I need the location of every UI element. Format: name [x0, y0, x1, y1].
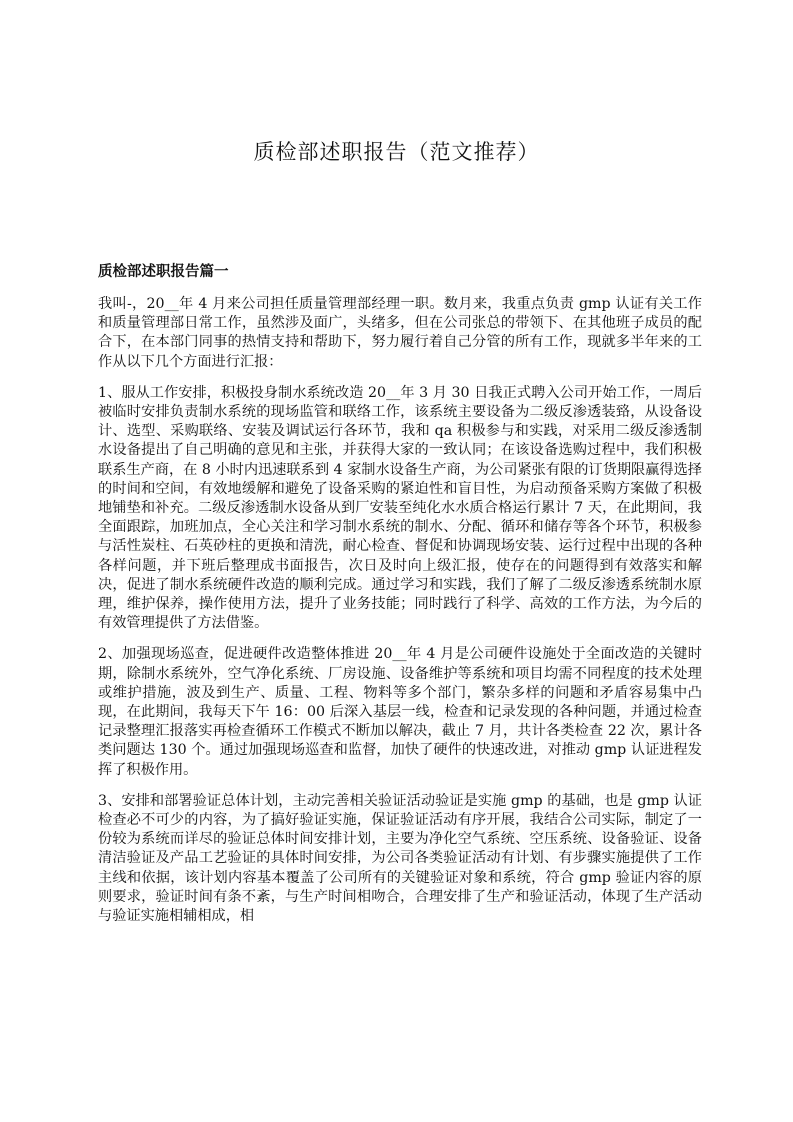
paragraph-intro: 我叫-，20__年 4 月来公司担任质量管理部经理一职。数月来，我重点负责 gmp 认证有关工作和质量管理部日常工作，虽然涉及面广，头绪多，但在公司张总的带领下、在其他班子成员的配合下，在本部门同事的热情支持和帮助下，努力履行着自己分管的所有工作，现就多半年来的工作从以下几个方面进行汇报： [98, 296, 702, 370]
document-title: 质检部述职报告（范文推荐） [253, 140, 540, 164]
paragraph-item-2: 2、加强现场巡查，促进硬件改造整体推进 20__年 4 月是公司硬件设施处于全面改造的关键时期，除制水系统外，空气净化系统、厂房设施、设备维护等系统和项目均需不同程度的技术处理或维护措施，波及到生产、质量、工程、物料等多个部门，繁杂多样的问题和矛盾容易集中凸现，在此期间，我每天下午 16：00 后深入基层一线，检查和记录发现的各种问题，并通过检查记录整理汇报落实再检查循环工作模式不断加以解决，截止 7 月，共计各类检查 22 次，累计各类问题达 130 个。通过加强现场巡查和监督，加快了硬件的快速改进，对推动 gmp 认证进程发挥了积极作用。 [98, 646, 702, 778]
section-heading: 质检部述职报告篇一 [98, 263, 229, 280]
paragraph-item-3: 3、安排和部署验证总体计划，主动完善相关验证活动验证是实施 gmp 的基础，也是 gmp 认证检查必不可少的内容，为了搞好验证实施，保证验证活动有序开展，我结合公司实际，制定了一份较为系统而详尽的验证总体时间安排计划，主要为净化空气系统、空压系统、设备验证、设备清洁验证及产品工艺验证的具体时间安排，为公司各类验证活动有计划、有步骤实施提供了工作主线和依据，该计划内容基本覆盖了公司所有的关键验证对象和系统，符合 gmp 验证内容的原则要求，验证时间有条不紊，与生产时间相吻合，合理安排了生产和验证活动，体现了生产活动与验证实施相辅相成，相 [98, 792, 702, 925]
document-body [98, 295, 702, 938]
paragraph-item-1: 1、服从工作安排，积极投身制水系统改造 20__年 3 月 30 日我正式聘入公司开始工作，一周后被临时安排负责制水系统的现场监管和联络工作，该系统主要设备为二级反渗透装臵，从设备设计、选型、采购联络、安装及调试运行各环节，我和 qa 积极参与和实践，对采用二级反渗透制水设备提出了自己明确的意见和主张，并获得大家的一致认同；在该设备选购过程中，我们积极联系生产商，在 8 小时内迅速联系到 4 家制水设备生产商，为公司紧张有限的订货期限赢得选择的时间和空间，有效地缓解和避免了设备采购的紧迫性和盲目性，为启动预备采购方案做了积极地铺垫和补充。二级反渗透制水设备从到厂安装至纯化水水质合格运行累计 7 天，在此期间，我全面跟踪，加班加点，全心关注和学习制水系统的制水、分配、循环和储存等各个环节，积极参与活性炭柱、石英砂柱的更换和清洗，耐心检查、督促和协调现场安装、运行过程中出现的各种各样问题，并下班后整理成书面报告，次日及时向上级汇报，使存在的问题得到有效落实和解决，促进了制水系统硬件改造的顺利完成。通过学习和实践，我们了解了二级反渗透系统制水原理，维护保养，操作使用方法，提升了业务技能；同时践行了科学、高效的工作方法，为今后的有效管理提供了方法借鉴。 [98, 384, 702, 632]
